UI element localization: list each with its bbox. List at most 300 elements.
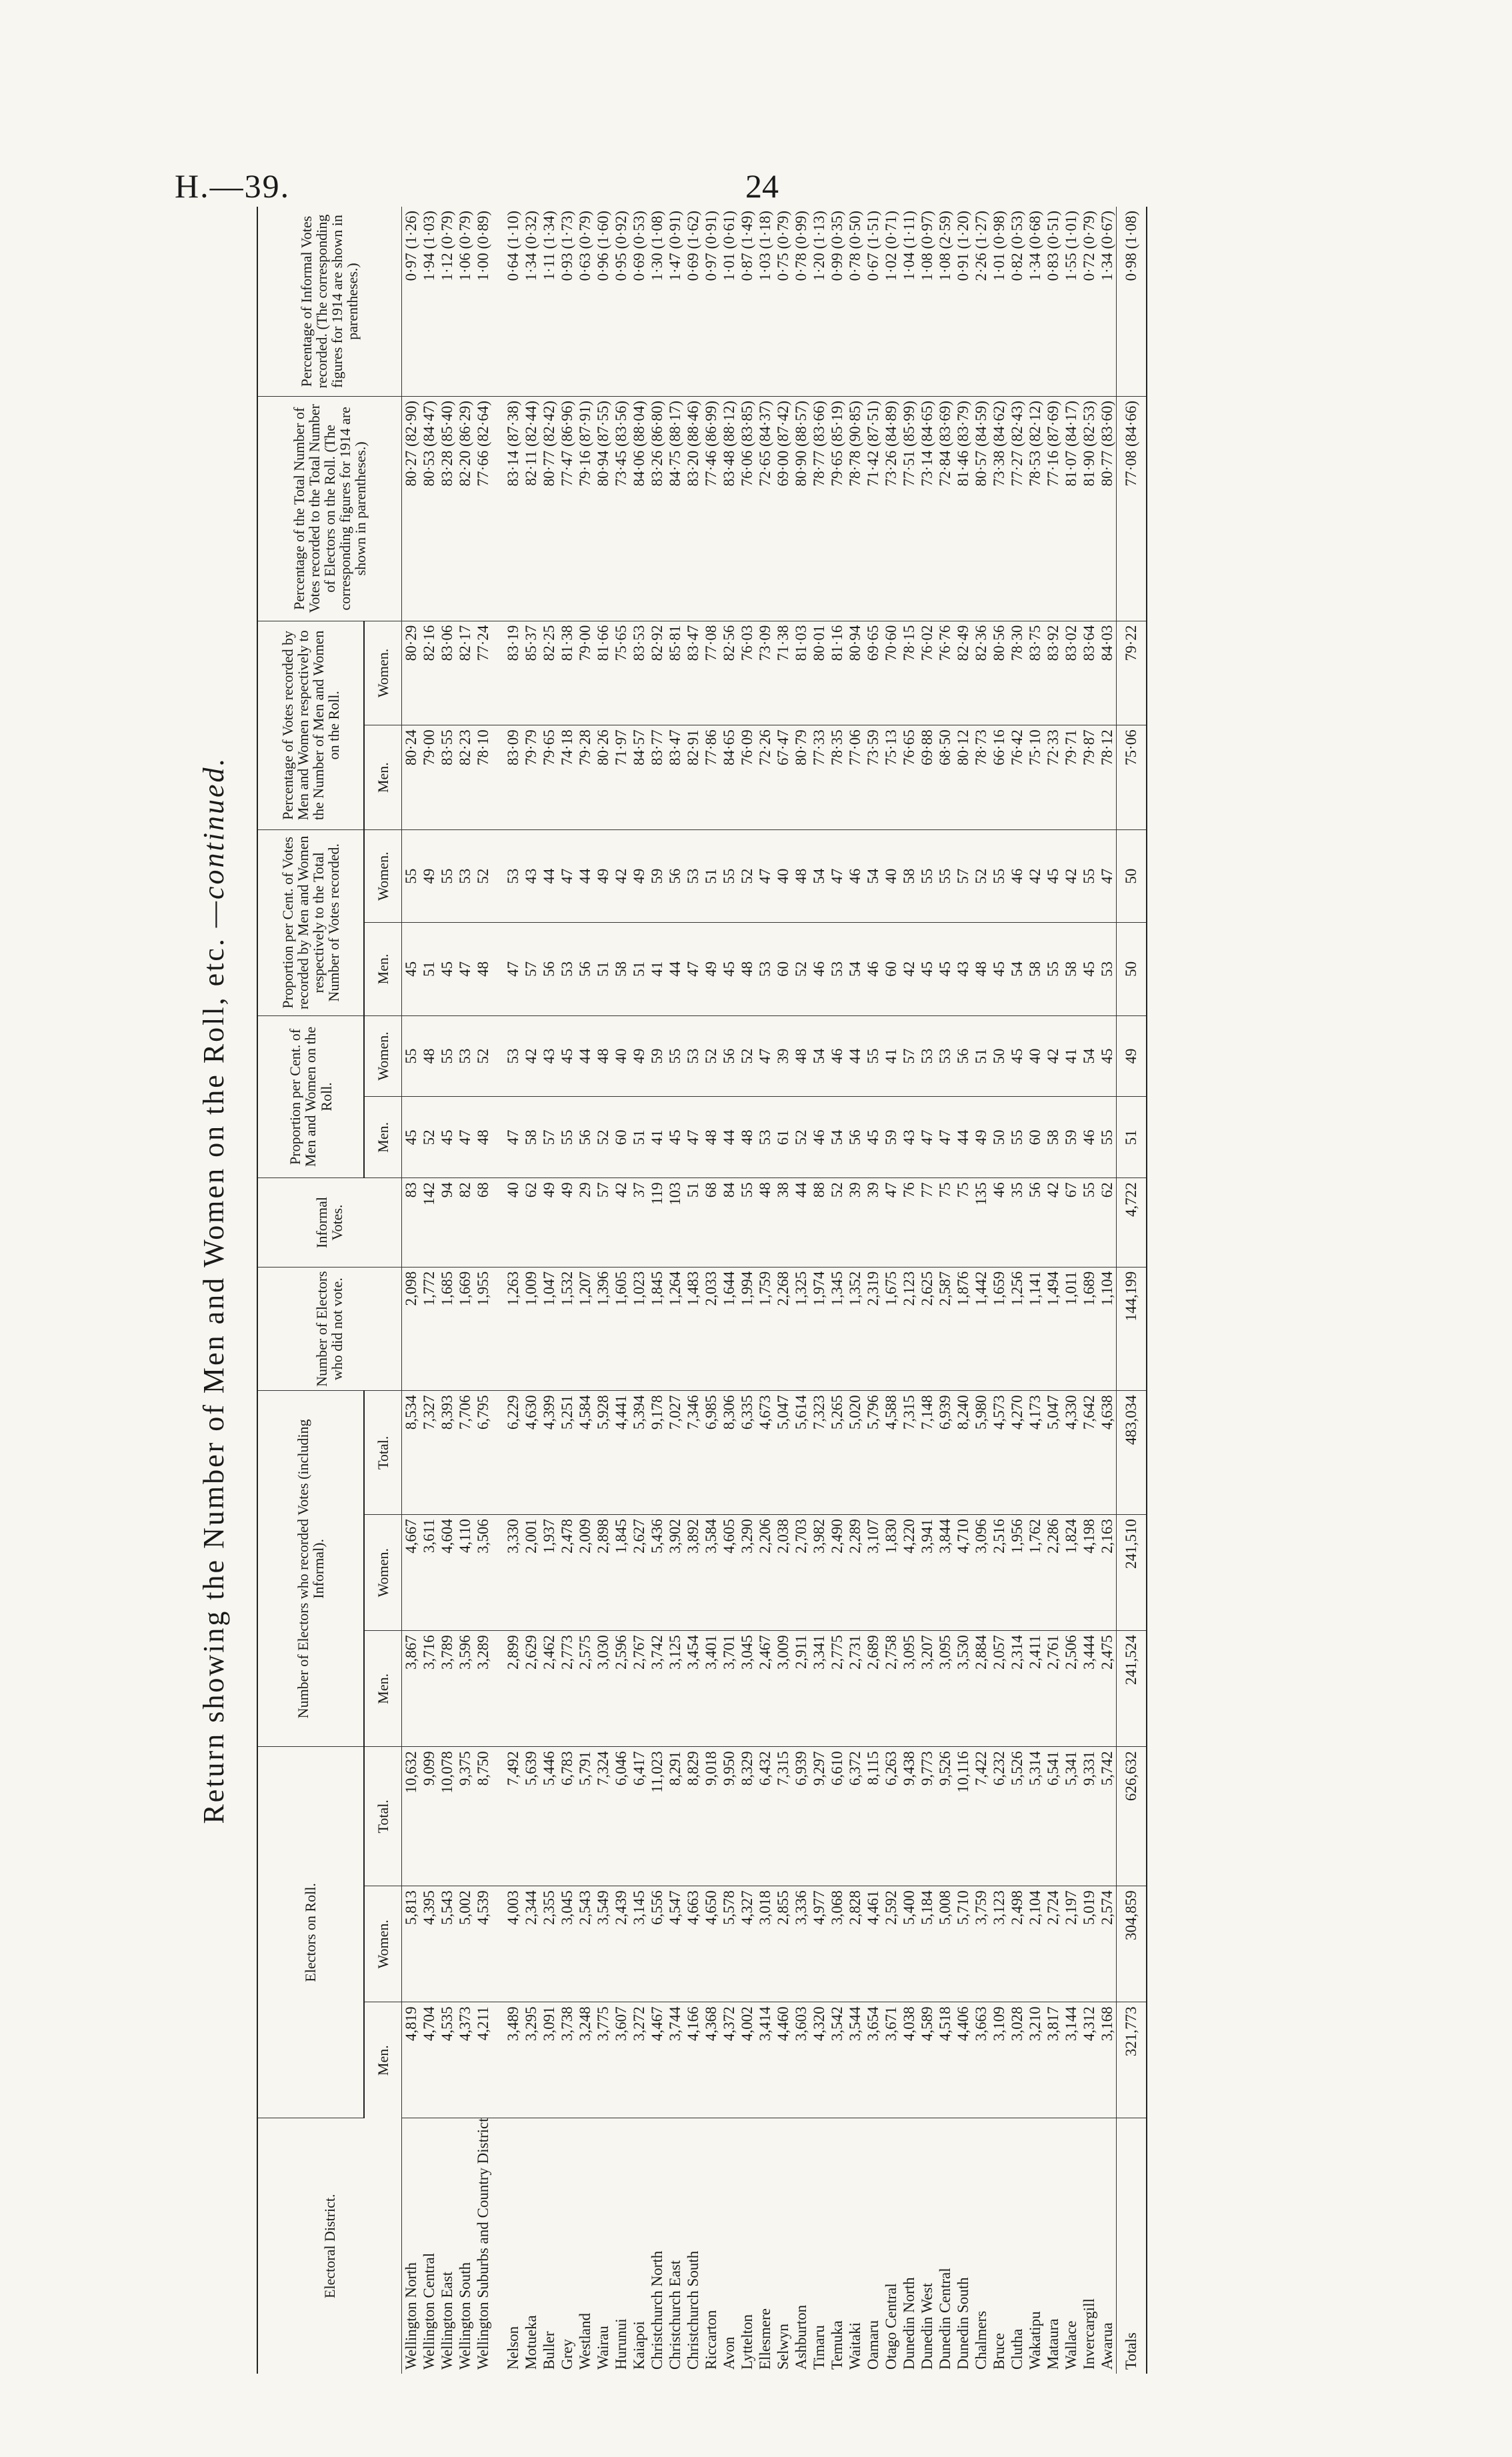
table-cell: 57: [900, 1015, 918, 1097]
table-cell: 79·28: [576, 725, 594, 830]
table-cell: 48: [738, 1097, 756, 1178]
table-cell: 3,982: [810, 1515, 828, 1631]
district-name-cell: Hurunui: [612, 2318, 629, 2370]
table-cell: 6,610: [828, 1747, 846, 1886]
spacer-cell: [492, 829, 504, 922]
spacer-cell: [492, 2002, 504, 2118]
table-cell: 5,526: [1008, 1747, 1026, 1886]
table-cell: 45: [438, 923, 456, 1015]
table-cell: 67: [1062, 1178, 1080, 1267]
table-row: [558, 207, 576, 2374]
table-cell: 3,295: [522, 2002, 540, 2118]
table-cell: 5,394: [630, 1391, 648, 1515]
table-cell: 45: [666, 1097, 684, 1178]
table-cell: 5,314: [1026, 1747, 1044, 1886]
table-cell: 4,589: [918, 2002, 936, 2118]
table-cell: 3,549: [594, 1886, 612, 2002]
table-cell: 3,584: [702, 1515, 720, 1631]
table-cell: 42: [1044, 1015, 1062, 1097]
table-cell: 75: [936, 1178, 954, 1267]
table-row: [420, 207, 438, 2374]
district-name-cell: Clutha: [1008, 2328, 1025, 2370]
table-cell: 2,319: [864, 1267, 882, 1391]
table-row: [474, 207, 492, 2374]
table-cell: 52: [420, 1097, 438, 1178]
table-cell: 51: [630, 1097, 648, 1178]
table-cell: 84·57: [630, 725, 648, 830]
district-name-cell: Ashburton: [792, 2304, 809, 2370]
table-cell: 61: [774, 1097, 792, 1178]
table-cell: 9,438: [900, 1747, 918, 1886]
table-cell: 3,716: [420, 1631, 438, 1747]
table-cell: 2,197: [1062, 1886, 1080, 2002]
spacer-cell: [492, 923, 504, 1015]
table-cell: 52: [594, 1097, 612, 1178]
district-name-cell: Wellington Central: [420, 2252, 437, 2370]
table-cell: 42: [522, 1015, 540, 1097]
table-cell: 5,796: [864, 1391, 882, 1515]
rotated-return-table: [170, 207, 1320, 2374]
table-cell: 69·00 (87·42): [774, 396, 792, 621]
table-cell: 47: [1098, 829, 1117, 922]
table-cell: 1·00 (0·89): [474, 207, 492, 396]
table-cell: 83·06: [438, 621, 456, 725]
return-table: [257, 207, 1150, 2374]
totals-cell: 49: [1116, 1015, 1147, 1097]
table-cell: 0·82 (0·53): [1008, 207, 1026, 396]
table-cell: 3,654: [864, 2002, 882, 2118]
table-cell: 6,232: [990, 1747, 1008, 1886]
table-cell: 77·51 (85·99): [900, 396, 918, 621]
table-row: [936, 207, 954, 2374]
table-cell: 3,018: [756, 1886, 774, 2002]
table-cell: 47: [756, 1015, 774, 1097]
table-cell: 4,573: [990, 1391, 1008, 1515]
table-cell: 83·47: [666, 725, 684, 830]
table-cell: 5,980: [972, 1391, 990, 1515]
table-cell: 83·09: [504, 725, 522, 830]
table-cell: 2,289: [846, 1515, 864, 1631]
table-cell: 48: [756, 1178, 774, 1267]
table-cell: 51: [684, 1178, 702, 1267]
table-cell: 2,767: [630, 1631, 648, 1747]
table-cell: 2,724: [1044, 1886, 1062, 2002]
table-cell: 55: [1098, 1097, 1117, 1178]
table-cell: 52: [792, 1097, 810, 1178]
table-cell: 1,352: [846, 1267, 864, 1391]
table-cell: 53: [1098, 923, 1117, 1015]
table-cell: 1,824: [1062, 1515, 1080, 1631]
table-cell: 83·26 (86·80): [648, 396, 666, 621]
table-cell: 7,323: [810, 1391, 828, 1515]
table-cell: 5,047: [774, 1391, 792, 1515]
table-cell: 4,399: [540, 1391, 558, 1515]
district-name-cell: Riccarton: [702, 2310, 719, 2370]
table-cell: 46: [1080, 1097, 1098, 1178]
table-cell: 59: [648, 1015, 666, 1097]
table-cell: 2,001: [522, 1515, 540, 1631]
table-row: [846, 207, 864, 2374]
table-row: [774, 207, 792, 2374]
table-cell: 2,206: [756, 1515, 774, 1631]
table-cell: 74·18: [558, 725, 576, 830]
table-cell: 4,038: [900, 2002, 918, 2118]
table-cell: 42: [900, 923, 918, 1015]
table-cell: 3,109: [990, 2002, 1008, 2118]
table-cell: 47: [684, 1097, 702, 1178]
table-cell: 1,141: [1026, 1267, 1044, 1391]
table-cell: 80·90 (88·57): [792, 396, 810, 621]
table-cell: 50: [990, 1015, 1008, 1097]
subheader-men: Men.: [364, 1631, 401, 1747]
table-cell: 1·01 (0·61): [720, 207, 738, 396]
table-cell: 80·53 (84·47): [420, 396, 438, 621]
table-cell: 46: [1008, 829, 1026, 922]
district-name-cell: Timaru: [810, 2325, 827, 2370]
table-cell: 55: [720, 829, 738, 922]
table-cell: 83·92: [1044, 621, 1062, 725]
district-name-cell: Oamaru: [864, 2320, 881, 2370]
table-cell: 1,974: [810, 1267, 828, 1391]
table-cell: 4,584: [576, 1391, 594, 1515]
table-row: [401, 207, 420, 2374]
totals-cell: 75·06: [1116, 725, 1147, 830]
table-cell: 42: [612, 1178, 630, 1267]
table-cell: 4,327: [738, 1886, 756, 2002]
table-cell: 43: [522, 829, 540, 922]
district-name-cell: Wellington East: [438, 2272, 455, 2370]
table-cell: 2,574: [1098, 1886, 1117, 2002]
table-cell: 83·77: [648, 725, 666, 830]
table-cell: 41: [648, 1097, 666, 1178]
table-cell: 1,104: [1098, 1267, 1117, 1391]
table-cell: 83·28 (85·40): [438, 396, 456, 621]
table-cell: 81·07 (84·17): [1062, 396, 1080, 621]
table-cell: 0·91 (1·20): [954, 207, 972, 396]
table-cell: 3,290: [738, 1515, 756, 1631]
table-cell: 2,506: [1062, 1631, 1080, 1747]
table-cell: 2,038: [774, 1515, 792, 1631]
spacer-cell: [492, 1747, 504, 1886]
table-cell: 3,671: [882, 2002, 900, 2118]
table-row: [522, 207, 540, 2374]
table-cell: 1,532: [558, 1267, 576, 1391]
table-cell: 2,731: [846, 1631, 864, 1747]
table-cell: 6,556: [648, 1886, 666, 2002]
table-cell: 1·34 (0·32): [522, 207, 540, 396]
totals-cell: 79·22: [1116, 621, 1147, 725]
table-cell: 60: [1026, 1097, 1044, 1178]
table-cell: 6,417: [630, 1747, 648, 1886]
table-cell: 4,441: [612, 1391, 630, 1515]
table-cell: 59: [882, 1097, 900, 1178]
table-cell: 3,444: [1080, 1631, 1098, 1747]
table-cell: 0·63 (0·79): [576, 207, 594, 396]
spacer-cell: [492, 1267, 504, 1391]
subheader-women: Women.: [364, 1015, 401, 1097]
table-cell: 80·77 (83·60): [1098, 396, 1117, 621]
table-cell: 5,710: [954, 1886, 972, 2002]
table-cell: 78·10: [474, 725, 492, 830]
table-cell: 77·66 (82·64): [474, 396, 492, 621]
table-cell: 57: [522, 923, 540, 1015]
table-cell: 75·13: [882, 725, 900, 830]
table-cell: 52: [702, 1015, 720, 1097]
table-cell: 5,578: [720, 1886, 738, 2002]
table-cell: 1,256: [1008, 1267, 1026, 1391]
district-name-cell: Dunedin North: [900, 2277, 917, 2370]
table-cell: 53: [756, 1097, 774, 1178]
table-cell: 71·38: [774, 621, 792, 725]
table-cell: 76·02: [918, 621, 936, 725]
table-cell: 54: [810, 829, 828, 922]
table-cell: 79·87: [1080, 725, 1098, 830]
table-cell: 1,023: [630, 1267, 648, 1391]
table-cell: 52: [474, 829, 492, 922]
table-cell: 44: [540, 829, 558, 922]
table-cell: 135: [972, 1178, 990, 1267]
table-cell: 94: [438, 1178, 456, 1267]
table-cell: 1·20 (1·13): [810, 207, 828, 396]
table-cell: 52: [792, 923, 810, 1015]
document-reference: H.—39.: [175, 167, 291, 205]
table-cell: 5,639: [522, 1747, 540, 1886]
table-cell: 7,706: [456, 1391, 474, 1515]
table-cell: 84: [720, 1178, 738, 1267]
table-cell: 2,516: [990, 1515, 1008, 1631]
district-name-cell: Wairau: [594, 2326, 611, 2370]
table-cell: 55: [666, 1015, 684, 1097]
table-cell: 82·20 (86·29): [456, 396, 474, 621]
table-cell: 29: [576, 1178, 594, 1267]
table-cell: 2,855: [774, 1886, 792, 2002]
district-name-cell: Grey: [558, 2339, 575, 2370]
table-cell: 3,207: [918, 1631, 936, 1747]
table-cell: 0·97 (1·26): [401, 207, 420, 396]
table-cell: 39: [774, 1015, 792, 1097]
table-cell: 73·14 (84·65): [918, 396, 936, 621]
table-cell: 52: [828, 1178, 846, 1267]
table-cell: 4,373: [456, 2002, 474, 2118]
table-cell: 3,341: [810, 1631, 828, 1747]
table-cell: 68: [702, 1178, 720, 1267]
table-cell: 85·37: [522, 621, 540, 725]
table-cell: 80·94: [846, 621, 864, 725]
table-cell: 2,009: [576, 1515, 594, 1631]
table-cell: 4,518: [936, 2002, 954, 2118]
subheader-men: Men.: [364, 1097, 401, 1178]
table-cell: 53: [936, 1015, 954, 1097]
table-cell: 53: [828, 923, 846, 1015]
table-cell: 1,937: [540, 1515, 558, 1631]
table-cell: 1·01 (0·98): [990, 207, 1008, 396]
table-cell: 38: [774, 1178, 792, 1267]
table-cell: 1,263: [504, 1267, 522, 1391]
table-cell: 7,324: [594, 1747, 612, 1886]
district-name-cell: Avon: [720, 2336, 737, 2370]
table-cell: 73·45 (83·56): [612, 396, 630, 621]
header-informal-votes: Informal Votes.: [257, 1178, 401, 1267]
table-cell: 4,710: [954, 1515, 972, 1631]
table-cell: 54: [1008, 923, 1026, 1015]
spacer-cell: [492, 2118, 504, 2374]
table-cell: 77: [918, 1178, 936, 1267]
table-cell: 42: [1026, 829, 1044, 922]
table-cell: 6,985: [702, 1391, 720, 1515]
table-cell: 56: [666, 829, 684, 922]
table-cell: 42: [1062, 829, 1080, 922]
district-name-cell: Selwyn: [774, 2324, 791, 2370]
table-cell: 41: [1062, 1015, 1080, 1097]
table-cell: 11,023: [648, 1747, 666, 1886]
table-cell: 47: [828, 829, 846, 922]
table-cell: 1,494: [1044, 1267, 1062, 1391]
table-cell: 83·02: [1062, 621, 1080, 725]
table-cell: 82·16: [420, 621, 438, 725]
table-row: [702, 207, 720, 2374]
table-cell: 2,268: [774, 1267, 792, 1391]
table-cell: 1·47 (0·91): [666, 207, 684, 396]
table-cell: 8,240: [954, 1391, 972, 1515]
table-cell: 55: [990, 829, 1008, 922]
table-cell: 83·53: [630, 621, 648, 725]
table-cell: 82·56: [720, 621, 738, 725]
table-cell: 3,611: [420, 1515, 438, 1631]
table-cell: 84·06 (88·04): [630, 396, 648, 621]
table-cell: 6,432: [756, 1747, 774, 1886]
table-cell: 72·26: [756, 725, 774, 830]
table-cell: 1·03 (1·18): [756, 207, 774, 396]
table-cell: 9,773: [918, 1747, 936, 1886]
table-cell: 3,489: [504, 2002, 522, 2118]
table-cell: 5,742: [1098, 1747, 1117, 1886]
table-cell: 57: [954, 829, 972, 922]
table-cell: 1·34 (0·67): [1098, 207, 1117, 396]
district-name-cell: Christchurch North: [648, 2250, 665, 2370]
table-cell: 77·46 (86·99): [702, 396, 720, 621]
table-cell: 43: [540, 1015, 558, 1097]
table-cell: 54: [864, 829, 882, 922]
table-cell: 58: [1026, 923, 1044, 1015]
table-cell: 7,315: [900, 1391, 918, 1515]
table-cell: 5,047: [1044, 1391, 1062, 1515]
table-cell: 3,030: [594, 1631, 612, 1747]
table-cell: 3,096: [972, 1515, 990, 1631]
table-cell: 5,436: [648, 1515, 666, 1631]
table-row: [756, 207, 774, 2374]
table-cell: 103: [666, 1178, 684, 1267]
table-cell: 45: [936, 923, 954, 1015]
table-cell: 83·19: [504, 621, 522, 725]
group-spacer-row: [492, 207, 504, 2374]
table-cell: 77·16 (87·69): [1044, 396, 1062, 621]
table-row: [864, 207, 882, 2374]
header-percentage-votes: Percentage of Votes recorded by Men and Women respectively to the Number of Men and Women on the Roll.: [257, 621, 364, 829]
subheader-total: Total.: [364, 1747, 401, 1886]
table-cell: 76: [900, 1178, 918, 1267]
table-cell: 68: [474, 1178, 492, 1267]
table-cell: 77·06: [846, 725, 864, 830]
table-cell: 1,955: [474, 1267, 492, 1391]
table-cell: 2,625: [918, 1267, 936, 1391]
table-cell: 1,207: [576, 1267, 594, 1391]
table-cell: 48: [738, 923, 756, 1015]
table-cell: 9,018: [702, 1747, 720, 1886]
table-cell: 2,411: [1026, 1631, 1044, 1747]
table-cell: 60: [882, 923, 900, 1015]
table-cell: 81·66: [594, 621, 612, 725]
totals-cell: 144,199: [1116, 1267, 1147, 1391]
table-cell: 83·47: [684, 621, 702, 725]
table-cell: 142: [420, 1178, 438, 1267]
table-cell: 3,530: [954, 1631, 972, 1747]
subheader-men: Men.: [364, 923, 401, 1015]
table-cell: 44: [576, 1015, 594, 1097]
table-cell: 45: [918, 923, 936, 1015]
table-cell: 9,526: [936, 1747, 954, 1886]
table-cell: 2,163: [1098, 1515, 1117, 1631]
table-cell: 69·88: [918, 725, 936, 830]
table-cell: 55: [1008, 1097, 1026, 1178]
district-name-cell: Lyttelton: [738, 2314, 755, 2370]
table-cell: 82·23: [456, 725, 474, 830]
table-cell: 81·90 (82·53): [1080, 396, 1098, 621]
table-cell: 56: [576, 1097, 594, 1178]
table-cell: 71·42 (87·51): [864, 396, 882, 621]
district-name-cell: Dunedin West: [918, 2283, 935, 2370]
table-cell: 4,173: [1026, 1391, 1044, 1515]
table-cell: 1,345: [828, 1267, 846, 1391]
table-cell: 73·09: [756, 621, 774, 725]
table-cell: 0·75 (0·79): [774, 207, 792, 396]
table-cell: 3,902: [666, 1515, 684, 1631]
table-cell: 51: [594, 923, 612, 1015]
spacer-cell: [492, 725, 504, 830]
table-cell: 3,272: [630, 2002, 648, 2118]
table-cell: 8,306: [720, 1391, 738, 1515]
table-cell: 1,956: [1008, 1515, 1026, 1631]
table-cell: 55: [738, 1178, 756, 1267]
table-cell: 80·01: [810, 621, 828, 725]
table-row: [594, 207, 612, 2374]
table-cell: 83·48 (88·12): [720, 396, 738, 621]
totals-cell: 51: [1116, 1097, 1147, 1178]
table-cell: 58: [612, 923, 630, 1015]
table-cell: 3,789: [438, 1631, 456, 1747]
table-cell: 2,689: [864, 1631, 882, 1747]
table-cell: 5,400: [900, 1886, 918, 2002]
table-row: [738, 207, 756, 2374]
table-cell: 53: [756, 923, 774, 1015]
table-cell: 2,575: [576, 1631, 594, 1747]
table-cell: 53: [684, 1015, 702, 1097]
district-name-cell: Motueka: [522, 2315, 539, 2370]
table-cell: 2·26 (1·27): [972, 207, 990, 396]
table-cell: 83·75: [1026, 621, 1044, 725]
table-cell: 39: [846, 1178, 864, 1267]
table-row: [648, 207, 666, 2374]
table-cell: 79·00: [420, 725, 438, 830]
table-cell: 49: [630, 829, 648, 922]
table-cell: 4,368: [702, 2002, 720, 2118]
table-cell: 56: [846, 1097, 864, 1178]
district-name-cell: Nelson: [504, 2326, 521, 2370]
table-cell: 53: [456, 1015, 474, 1097]
district-name-cell: Dunedin South: [954, 2277, 971, 2370]
table-cell: 9,297: [810, 1747, 828, 1886]
table-cell: 3,401: [702, 1631, 720, 1747]
table-cell: 80·26: [594, 725, 612, 830]
